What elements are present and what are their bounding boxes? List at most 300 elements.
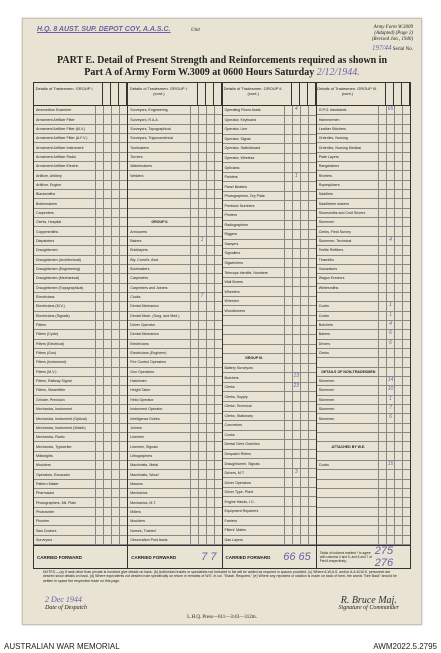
trade-name: Butchers <box>224 375 239 380</box>
trade-name: Whitesmiths <box>318 285 339 290</box>
table-row <box>128 153 221 162</box>
strength-cell <box>198 153 206 161</box>
strength-cell <box>300 173 308 182</box>
strength-cell <box>378 396 386 404</box>
table-row <box>317 162 410 171</box>
strength-cell <box>292 450 300 459</box>
trade-name: Toolmakers <box>130 145 149 150</box>
strength-cell <box>95 368 103 376</box>
strength-cell <box>198 209 206 217</box>
strength-cell <box>198 199 206 207</box>
trade-name: Blacksmiths <box>36 192 56 197</box>
strength-cell <box>95 358 103 366</box>
strength-cell <box>402 424 410 432</box>
strength-cell <box>103 190 111 198</box>
table-row <box>317 498 410 507</box>
strength-cell <box>103 489 111 497</box>
strength-cell <box>190 489 198 497</box>
column-header <box>284 83 292 105</box>
strength-cell <box>95 162 103 170</box>
strength-cell <box>308 240 316 249</box>
table-row <box>128 125 221 134</box>
strength-cell <box>292 421 300 430</box>
strength-cell <box>284 440 292 449</box>
table-row <box>223 297 316 307</box>
strength-cell <box>300 306 308 315</box>
trade-name: Sawyers <box>224 241 239 246</box>
strength-cell <box>378 274 386 282</box>
strength-cell <box>95 199 103 207</box>
strength-cell <box>214 414 222 422</box>
strength-cell <box>198 106 206 114</box>
strength-cell <box>198 218 206 226</box>
strength-cell <box>284 488 292 497</box>
strength-cell <box>206 424 214 432</box>
strength-cell <box>300 469 308 478</box>
strength-cell <box>95 171 103 179</box>
strength-cell <box>386 452 394 460</box>
strength-cell <box>308 249 316 258</box>
strength-cell <box>394 489 402 497</box>
carried-forward <box>317 545 410 568</box>
strength-cell <box>402 526 410 534</box>
strength-cell <box>95 256 103 264</box>
table-row <box>34 517 127 526</box>
strength-cell <box>111 368 119 376</box>
trade-name: Cooks <box>224 432 235 437</box>
form-reference <box>372 25 413 43</box>
strength-cell <box>206 498 214 506</box>
strength-cell <box>111 302 119 310</box>
trade-name: Hammermen <box>318 117 340 122</box>
strength-cell <box>308 392 316 401</box>
strength-cell <box>111 442 119 450</box>
strength-cell <box>206 442 214 450</box>
table-row <box>317 209 410 218</box>
strength-cell <box>111 115 119 123</box>
table-row <box>34 452 127 461</box>
strength-cell: 4 <box>386 321 394 329</box>
strength-cell <box>292 154 300 163</box>
strength-cell <box>284 144 292 153</box>
strength-cell <box>292 306 300 315</box>
strength-cell <box>190 312 198 320</box>
strength-cell: 6 <box>386 330 394 338</box>
strength-cell <box>103 293 111 301</box>
table-row <box>317 442 410 451</box>
strength-cell <box>103 321 111 329</box>
strength-cell <box>378 265 386 273</box>
trade-name: Leather Stitchers <box>318 126 346 131</box>
strength-cell <box>386 526 394 534</box>
table-row <box>128 405 221 414</box>
strength-cell <box>300 154 308 163</box>
strength-cell <box>308 154 316 163</box>
carried-forward <box>223 545 316 568</box>
strength-cell <box>402 480 410 488</box>
table-row <box>317 171 410 180</box>
strength-cell <box>308 268 316 277</box>
strength-cell <box>284 517 292 526</box>
strength-cell <box>308 402 316 411</box>
trade-name: Millers <box>130 509 141 514</box>
strength-cell <box>119 106 127 114</box>
strength-cell <box>103 517 111 525</box>
trade-name: Woodturners <box>224 308 246 313</box>
strength-cell <box>190 433 198 441</box>
strength-cell <box>206 433 214 441</box>
strength-cell: 1 <box>386 312 394 320</box>
strength-cell <box>198 377 206 385</box>
strength-cell <box>206 218 214 226</box>
trade-name: Storemen <box>318 407 335 412</box>
table-row <box>223 125 316 135</box>
strength-cell <box>214 125 222 133</box>
strength-cell <box>284 402 292 411</box>
strength-cell <box>402 115 410 123</box>
strength-cell <box>198 386 206 394</box>
column-header <box>300 83 308 105</box>
trade-name: GROUP III. <box>245 356 264 361</box>
strength-cell <box>190 209 198 217</box>
trade-name: Clerks <box>318 351 329 356</box>
strength-cell <box>386 125 394 133</box>
table-row <box>34 321 127 330</box>
strength-cell <box>95 489 103 497</box>
trade-name: Engine Hands, I.C. <box>224 499 255 504</box>
strength-cell <box>111 227 119 235</box>
strength-cell <box>394 386 402 394</box>
strength-cell <box>119 209 127 217</box>
strength-cell <box>95 312 103 320</box>
strength-cell <box>292 536 300 545</box>
trade-name: Equipment Repairers <box>224 509 259 514</box>
strength-cell <box>308 306 316 315</box>
trade-name: Armament Artificer Fitter <box>36 117 75 122</box>
strength-cell <box>386 508 394 516</box>
strength-cell <box>284 335 292 344</box>
table-row <box>128 358 221 367</box>
strength-cell <box>103 386 111 394</box>
strength-cell <box>284 450 292 459</box>
strength-cell <box>308 135 316 144</box>
strength-cell <box>111 134 119 142</box>
strength-cell <box>402 498 410 506</box>
strength-cell <box>119 526 127 534</box>
strength-cell <box>284 259 292 268</box>
strength-cell <box>206 377 214 385</box>
strength-cell: 6 <box>386 414 394 422</box>
trade-name: Riveters <box>318 173 332 178</box>
table-row <box>34 190 127 199</box>
strength-cell <box>284 230 292 239</box>
strength-cell: 1 <box>292 173 300 182</box>
strength-cell <box>386 470 394 478</box>
strength-cell <box>190 461 198 469</box>
strength-cell <box>214 349 222 357</box>
strength-cell <box>292 201 300 210</box>
strength-cell <box>206 106 214 114</box>
strength-cell <box>214 209 222 217</box>
strength-cell <box>394 284 402 292</box>
strength-cell <box>378 340 386 348</box>
strength-cell <box>402 302 410 310</box>
trade-name: Clerks, Supply <box>224 394 248 399</box>
strength-cell <box>206 508 214 516</box>
table-row <box>223 201 316 211</box>
trade-name: Storemen <box>318 379 335 384</box>
table-row <box>34 508 127 517</box>
trade-name: Mechanics, M.T. <box>130 500 157 505</box>
strength-cell <box>214 274 222 282</box>
column-header <box>378 83 386 105</box>
strength-cell <box>292 459 300 468</box>
strength-cell <box>111 526 119 534</box>
strength-cell <box>214 377 222 385</box>
strength-cell <box>214 396 222 404</box>
trade-name: Pharmacist <box>36 491 54 496</box>
carried-forward-value: 275 276 <box>374 545 394 569</box>
strength-cell <box>190 190 198 198</box>
strength-cell <box>284 192 292 201</box>
strength-cell <box>95 302 103 310</box>
strength-cell <box>103 181 111 189</box>
strength-cell <box>119 377 127 385</box>
title-line-2-text: Part A of Army Form W.3009 at 0600 Hours Saturday <box>84 67 315 78</box>
strength-cell <box>103 498 111 506</box>
strength-cell <box>111 293 119 301</box>
strength-cell <box>103 461 111 469</box>
strength-cell <box>402 134 410 142</box>
strength-cell <box>284 469 292 478</box>
column-header <box>292 83 300 105</box>
table-row <box>223 450 316 460</box>
table-row <box>223 221 316 231</box>
strength-cell <box>284 536 292 545</box>
trade-name: Machinists, Metal <box>130 463 159 468</box>
table-row <box>223 488 316 498</box>
strength-cell <box>292 240 300 249</box>
trade-name: Surveyors <box>36 537 53 542</box>
table-row <box>34 106 127 115</box>
strength-cell <box>198 358 206 366</box>
table-row <box>34 498 127 507</box>
strength-cell <box>111 433 119 441</box>
table-row <box>128 134 221 143</box>
table-row <box>317 358 410 367</box>
strength-cell <box>103 256 111 264</box>
trade-name: Wall Borers <box>224 280 243 285</box>
carried-forward-value: 7 7 <box>201 551 217 563</box>
strength-cell <box>198 330 206 338</box>
trade-name: Mechanics, Instrument (Optical) <box>36 416 87 421</box>
strength-cell <box>308 431 316 440</box>
strength-cell <box>111 386 119 394</box>
strength-cell <box>111 480 119 488</box>
strength-cell <box>214 405 222 413</box>
strength-cell <box>300 497 308 506</box>
tradesmen-table <box>33 82 411 569</box>
strength-cell <box>206 171 214 179</box>
strength-cell <box>386 190 394 198</box>
strength-cell <box>386 265 394 273</box>
trade-name: Rangetakers <box>318 164 340 169</box>
table-row <box>34 358 127 367</box>
strength-cell <box>308 182 316 191</box>
table-row <box>128 526 221 535</box>
strength-cell <box>386 424 394 432</box>
trade-name: Radiographers <box>224 222 249 227</box>
strength-cell <box>402 368 410 376</box>
table-row <box>317 246 410 255</box>
strength-cell <box>284 163 292 172</box>
group-column <box>223 83 317 568</box>
strength-cell <box>284 326 292 335</box>
table-row <box>128 517 221 526</box>
table-row <box>223 316 316 326</box>
group-rows <box>317 106 410 545</box>
strength-cell <box>190 115 198 123</box>
strength-cell <box>308 192 316 201</box>
strength-cell <box>308 230 316 239</box>
strength-cell <box>394 302 402 310</box>
strength-cell <box>198 508 206 516</box>
strength-cell <box>198 302 206 310</box>
strength-cell <box>206 358 214 366</box>
trade-name: Electricians (Engineer) <box>130 351 167 356</box>
strength-cell <box>111 199 119 207</box>
strength-cell <box>103 358 111 366</box>
strength-cell <box>292 297 300 306</box>
strength-cell <box>111 452 119 460</box>
strength-cell <box>103 480 111 488</box>
table-row <box>128 256 221 265</box>
strength-cell <box>198 517 206 525</box>
strength-cell <box>103 396 111 404</box>
trade-name: Fitters (Gun) <box>36 351 57 356</box>
strength-cell <box>111 237 119 245</box>
strength-cell <box>198 143 206 151</box>
strength-cell: 6 <box>386 340 394 348</box>
strength-cell <box>284 526 292 535</box>
column-header <box>190 83 198 105</box>
trade-name: Diepainters <box>36 238 55 243</box>
strength-cell <box>292 354 300 363</box>
strength-cell <box>378 293 386 301</box>
strength-cell <box>214 358 222 366</box>
group-heading: Details of Tradesmen. GROUP III. (cont.) <box>317 86 378 96</box>
strength-cell <box>394 181 402 189</box>
strength-cell <box>378 498 386 506</box>
trade-name: Clerks, Field Survey <box>318 229 351 234</box>
table-row <box>34 461 127 470</box>
table-row <box>128 321 221 330</box>
group-column <box>34 83 128 568</box>
strength-cell <box>95 340 103 348</box>
strength-cell <box>292 478 300 487</box>
strength-cell <box>284 345 292 354</box>
group-header <box>34 83 127 106</box>
strength-cell <box>378 517 386 525</box>
table-row <box>223 326 316 336</box>
trade-name: Fire Control Operators <box>130 360 166 365</box>
strength-cell <box>111 171 119 179</box>
strength-cell <box>206 480 214 488</box>
strength-cell <box>206 134 214 142</box>
strength-cell <box>394 480 402 488</box>
strength-cell <box>198 265 206 273</box>
strength-cell <box>103 302 111 310</box>
trade-name: Fitters (Cycle) <box>36 332 59 337</box>
strength-cell <box>308 354 316 363</box>
trade-name: Operator, Wireless <box>224 156 255 160</box>
strength-cell <box>198 171 206 179</box>
column-header <box>386 83 394 105</box>
table-row <box>34 237 127 246</box>
strength-cell <box>402 358 410 366</box>
strength-cell <box>284 373 292 382</box>
strength-cell <box>292 182 300 191</box>
title-date: 2/12/1944. <box>316 67 360 78</box>
table-row <box>223 144 316 154</box>
strength-cell <box>300 383 308 392</box>
table-row <box>317 489 410 498</box>
strength-cell <box>95 321 103 329</box>
strength-cell <box>300 106 308 115</box>
trade-name: ATTACHED BY W.E. <box>331 444 366 449</box>
strength-cell <box>119 171 127 179</box>
serial-number <box>372 44 413 52</box>
strength-cell <box>394 237 402 245</box>
group-column <box>317 83 410 568</box>
strength-cell <box>95 442 103 450</box>
table-row <box>223 116 316 126</box>
strength-cell <box>103 349 111 357</box>
title-line-2 <box>39 67 405 79</box>
strength-cell <box>190 386 198 394</box>
strength-cell <box>111 424 119 432</box>
strength-cell <box>394 190 402 198</box>
table-row <box>128 246 221 255</box>
strength-cell <box>394 171 402 179</box>
strength-cell <box>284 221 292 230</box>
trade-name: Storemen <box>318 220 335 225</box>
strength-cell <box>394 452 402 460</box>
strength-cell: 7 <box>198 293 206 301</box>
strength-cell <box>284 106 292 115</box>
strength-cell <box>284 249 292 258</box>
trade-name: Cooks <box>318 313 329 318</box>
table-row <box>128 340 221 349</box>
strength-cell <box>95 526 103 534</box>
commander-signature <box>339 595 399 611</box>
table-row <box>223 259 316 269</box>
strength-cell <box>119 134 127 142</box>
strength-cell <box>284 201 292 210</box>
strength-cell <box>214 143 222 151</box>
table-row <box>317 321 410 330</box>
strength-cell <box>214 517 222 525</box>
strength-cell <box>119 442 127 450</box>
table-row <box>34 386 127 395</box>
trade-name: Mechanics, Instrument (Watch) <box>36 425 86 430</box>
strength-cell <box>284 478 292 487</box>
strength-cell <box>206 396 214 404</box>
table-row <box>317 274 410 283</box>
strength-cell <box>198 274 206 282</box>
strength-cell <box>378 218 386 226</box>
table-row <box>34 368 127 377</box>
